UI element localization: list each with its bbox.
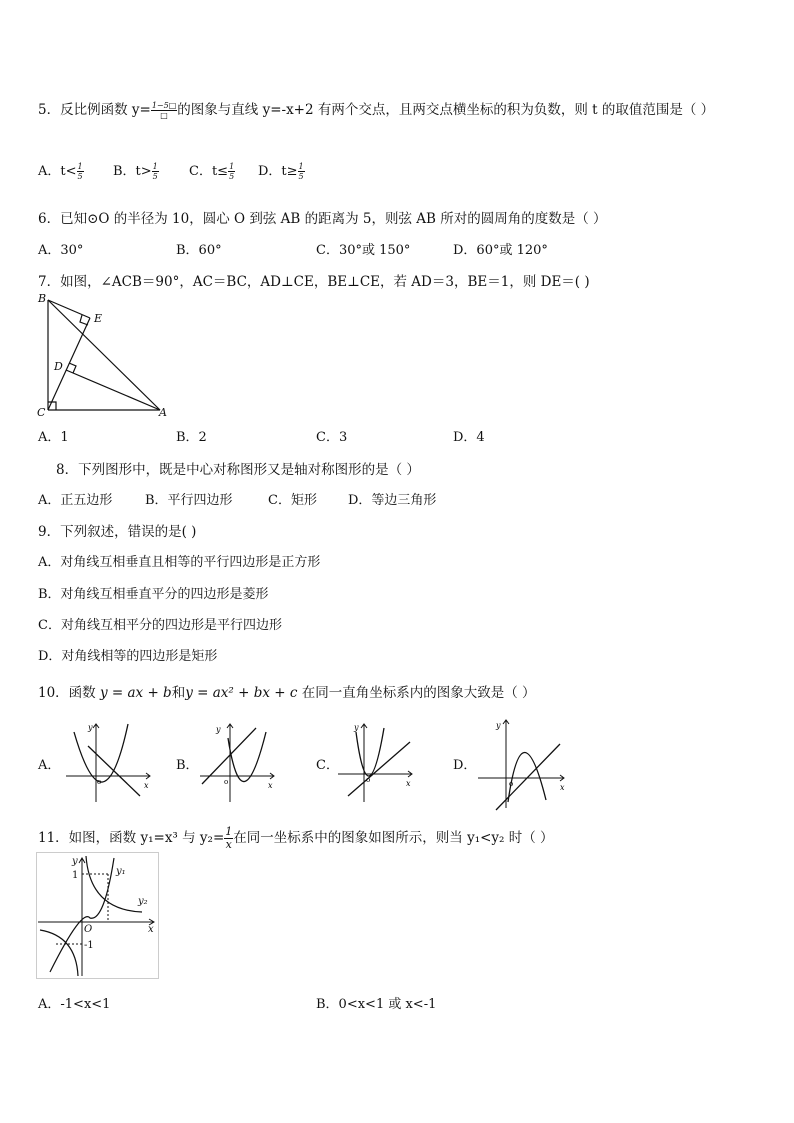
q8-option-c[interactable]: C．矩形 bbox=[268, 493, 317, 508]
svg-text:O: O bbox=[84, 924, 93, 935]
q9-option-a[interactable]: A．对角线互相垂直且相等的平行四边形是正方形 bbox=[38, 555, 321, 570]
svg-text:x: x bbox=[406, 779, 411, 788]
label-c: C bbox=[37, 406, 46, 419]
curve-y2-branch2 bbox=[40, 930, 78, 976]
svg-text:-1: -1 bbox=[84, 940, 94, 951]
svg-text:o: o bbox=[366, 776, 371, 784]
q11-fraction: $\frac{1}{x}$ bbox=[225, 825, 233, 851]
q9-option-d[interactable]: D．对角线相等的四边形是矩形 bbox=[38, 649, 218, 664]
q10-formula-linear: y = ax + b bbox=[99, 685, 172, 701]
q9-option-b[interactable]: B．对角线互相垂直平分的四边形是菱形 bbox=[38, 587, 269, 602]
svg-text:y: y bbox=[88, 723, 93, 732]
q5-fraction: $\frac{1-5□}{□}$ bbox=[151, 101, 177, 120]
q5-option-d[interactable]: D．t≥ $\frac{1}{5}$ bbox=[258, 162, 304, 181]
q8-option-d[interactable]: D．等边三角形 bbox=[348, 493, 437, 508]
svg-text:x: x bbox=[144, 781, 149, 790]
q7-triangle-figure bbox=[36, 290, 176, 420]
q10-option-a[interactable]: A． bbox=[38, 758, 61, 773]
q8-option-b[interactable]: B．平行四边形 bbox=[145, 493, 233, 508]
q7-option-d[interactable]: D．4 bbox=[453, 430, 485, 445]
q8-option-a[interactable]: A．正五边形 bbox=[38, 493, 113, 508]
svg-text:x: x bbox=[560, 783, 565, 792]
q10-option-b[interactable]: B． bbox=[176, 758, 199, 773]
q5-option-b[interactable]: B．t> $\frac{1}{5}$ bbox=[113, 162, 158, 181]
q6-option-b[interactable]: B．60° bbox=[176, 243, 222, 258]
q10-graph-a[interactable] bbox=[62, 718, 158, 806]
label-b: B bbox=[38, 292, 47, 305]
svg-text:y: y bbox=[216, 725, 221, 734]
label-d: D bbox=[54, 360, 63, 373]
segment-ad bbox=[66, 370, 160, 410]
label-e: E bbox=[94, 312, 103, 325]
q5-stem: 5．反比例函数 y= $\frac{1-5□}{□}$ 的图象与直线 y=-x+2 有两个交点，且两交点横坐标的积为负数，则 t 的取值范围是（ ） bbox=[38, 101, 715, 120]
q10-stem: 10．函数 y = ax + b和y = ax² + bx + c 在同一直角坐标系内的图象大致是（ ） bbox=[38, 685, 536, 701]
svg-text:y₂: y₂ bbox=[138, 896, 148, 907]
q10-graph-d[interactable] bbox=[474, 714, 570, 812]
curve-y2-branch1 bbox=[86, 856, 142, 912]
segment-be bbox=[48, 300, 90, 318]
q10-graph-c[interactable] bbox=[336, 718, 420, 806]
q8-stem: 8．下列图形中，既是中心对称图形又是轴对称图形的是（ ） bbox=[56, 462, 420, 478]
q7-option-c[interactable]: C．3 bbox=[316, 430, 348, 445]
q6-option-d[interactable]: D．60°或 120° bbox=[453, 243, 548, 258]
svg-text:o: o bbox=[224, 778, 229, 786]
svg-text:x: x bbox=[268, 781, 273, 790]
q7-option-b[interactable]: B．2 bbox=[176, 430, 207, 445]
q6-option-a[interactable]: A．30° bbox=[38, 243, 84, 258]
svg-text:y: y bbox=[72, 856, 78, 867]
q10-formula-quadratic: y = ax² + bx + c bbox=[185, 685, 298, 701]
svg-text:y: y bbox=[496, 721, 501, 730]
q9-option-c[interactable]: C．对角线互相平分的四边形是平行四边形 bbox=[38, 618, 282, 633]
svg-text:1: 1 bbox=[72, 870, 79, 881]
q10-graph-b[interactable] bbox=[198, 718, 282, 806]
q5-option-a[interactable]: A．t< $\frac{1}{5}$ bbox=[38, 162, 83, 181]
q11-option-b[interactable]: B．0<x<1 或 x<-1 bbox=[316, 997, 437, 1012]
q6-stem: 6．已知⊙O 的半径为 10，圆心 O 到弦 AB 的距离为 5，则弦 AB 所对的圆周角的度数是（ ） bbox=[38, 211, 607, 227]
svg-text:x: x bbox=[148, 924, 154, 935]
q5-option-c[interactable]: C．t≤ $\frac{1}{5}$ bbox=[189, 162, 235, 181]
q9-stem: 9．下列叙述，错误的是( ) bbox=[38, 524, 197, 540]
svg-text:y₁: y₁ bbox=[116, 866, 126, 877]
label-a: A bbox=[159, 406, 167, 419]
q7-option-a[interactable]: A．1 bbox=[38, 430, 69, 445]
q11-option-a[interactable]: A．-1<x<1 bbox=[38, 997, 111, 1012]
q10-option-d[interactable]: D． bbox=[453, 758, 477, 773]
q7-stem: 7．如图，∠ACB＝90°，AC＝BC，AD⊥CE，BE⊥CE，若 AD＝3，BE＝1，则 DE＝( ) bbox=[38, 274, 590, 290]
q11-figure bbox=[36, 852, 160, 980]
q6-option-c[interactable]: C．30°或 150° bbox=[316, 243, 411, 258]
svg-text:y: y bbox=[354, 723, 359, 732]
q11-stem: 11．如图，函数 y₁=x³ 与 y₂= $\frac{1}{x}$ 在同一坐标系中的图象如图所示，则当 y₁<y₂ 时（ ） bbox=[38, 825, 554, 851]
segment-ba bbox=[48, 300, 160, 410]
svg-text:o: o bbox=[97, 778, 102, 786]
svg-text:o: o bbox=[509, 780, 514, 788]
q10-option-c[interactable]: C． bbox=[316, 758, 339, 773]
